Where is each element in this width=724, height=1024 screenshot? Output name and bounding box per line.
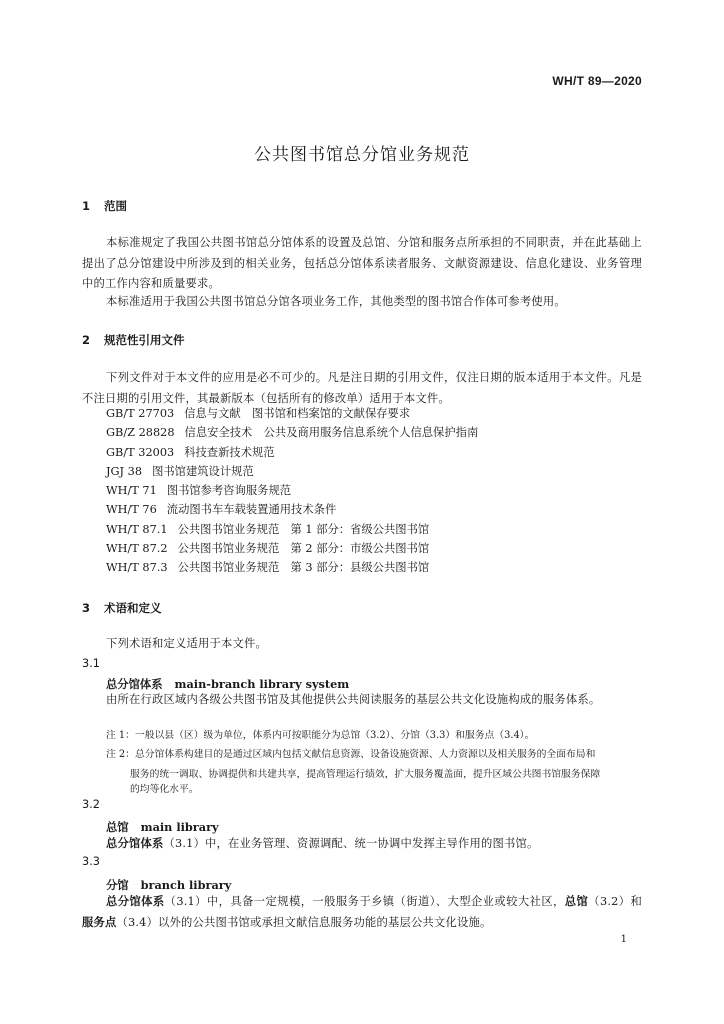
reference-code: WH/T 87.2 xyxy=(106,542,168,556)
reference-code: WH/T 76 xyxy=(106,503,157,517)
section-title: 规范性引用文件 xyxy=(104,333,185,347)
reference-title: 图书馆参考咨询服务规范 xyxy=(166,484,292,498)
reference-code: GB/T 32003 xyxy=(106,445,175,459)
term-en: main library xyxy=(140,820,219,834)
reference-title: 公共图书馆业务规范 第 2 部分：市级公共图书馆 xyxy=(177,542,430,556)
reference-item xyxy=(106,404,626,423)
term-reference: 总馆 xyxy=(564,895,589,908)
term-en: branch library xyxy=(140,878,232,892)
term-number: 3.1 xyxy=(82,657,100,670)
reference-item xyxy=(106,462,626,481)
term-definition: 由所在行政区域内各级公共图书馆及其他提供公共阅读服务的基层公共文化设施构成的服务体系。 xyxy=(106,693,601,706)
reference-title: 流动图书车车载装置通用技术条件 xyxy=(166,503,337,517)
reference-title: 信息与文献 图书馆和档案馆的文献保存要求 xyxy=(184,407,411,420)
reference-code: JGJ 38 xyxy=(106,464,143,478)
reference-title: 图书馆建筑设计规范 xyxy=(152,464,254,478)
section-1-heading xyxy=(82,198,127,214)
reference-title: 信息安全技术 公共及商用服务信息系统个人信息保护指南 xyxy=(184,426,479,440)
scope-paragraph-1: 本标准规定了我国公共图书馆总分馆体系的设置及总馆、分馆和服务点所承担的不同职责，并在此基础上提出了总分馆建设中所涉及到的相关业务，包括总分馆体系读者服务、文献资源建设、信息化建设、业务管理中的工作内容和质量要求。 xyxy=(82,236,642,290)
definition-text: （3.1）中，在业务管理、资源调配、统一协调中发挥主导作用的图书馆。 xyxy=(163,837,539,850)
section-title: 范围 xyxy=(104,199,127,213)
term-definition xyxy=(82,834,642,855)
section-2-heading xyxy=(82,332,185,348)
note-2-continuation: 服务的统一调取、协调提供和共建共享，提高管理运行绩效，扩大服务覆盖面，提升区域公共图书馆服务保障 xyxy=(130,769,601,780)
term-entry xyxy=(106,819,219,835)
standard-code: WH/T 89—2020 xyxy=(552,74,642,88)
reference-title: 公共图书馆业务规范 第 1 部分：省级公共图书馆 xyxy=(177,522,430,536)
reference-code: GB/Z 28828 xyxy=(106,426,175,440)
definition-text: （3.1）中，具备一定规模，一般服务于乡镇（街道）、大型企业或较大社区， xyxy=(164,895,565,908)
reference-code: WH/T 87.3 xyxy=(106,561,168,575)
term-en: main-branch library system xyxy=(174,677,350,691)
page-number: 1 xyxy=(620,934,627,945)
reference-item xyxy=(106,539,626,558)
term-zh: 分馆 xyxy=(106,879,129,892)
reference-code: WH/T 87.1 xyxy=(106,522,168,536)
terms-intro: 下列术语和定义适用于本文件。 xyxy=(106,637,267,650)
reference-title: 公共图书馆业务规范 第 3 部分：县级公共图书馆 xyxy=(177,561,430,575)
note-2 xyxy=(106,745,642,765)
section-title: 术语和定义 xyxy=(104,601,162,615)
document-title: 公共图书馆总分馆业务规范 xyxy=(254,145,470,165)
reference-item xyxy=(106,481,626,500)
term-entry xyxy=(106,877,231,893)
reference-title: 科技查新技术规范 xyxy=(184,445,275,459)
reference-item xyxy=(106,423,626,442)
note-label: 注 1： xyxy=(106,730,135,741)
note-1 xyxy=(106,726,642,746)
reference-item xyxy=(106,500,626,519)
term-zh: 总分馆体系 xyxy=(106,678,163,691)
reference-item xyxy=(106,443,626,462)
note-text: 一般以县（区）级为单位，体系内可按职能分为总馆（3.2）、分馆（3.3）和服务点（3.4）。 xyxy=(134,730,535,741)
reference-item xyxy=(106,520,626,539)
reference-list xyxy=(106,404,626,578)
term-number: 3.2 xyxy=(82,798,100,811)
term-zh: 总馆 xyxy=(106,821,129,834)
definition-text: （3.4）以外的公共图书馆或承担文献信息服务功能的基层公共文化设施。 xyxy=(116,915,492,929)
scope-paragraph-2: 本标准适用于我国公共图书馆总分馆各项业务工作，其他类型的图书馆合作体可参考使用。 xyxy=(106,295,566,308)
section-number: 3 xyxy=(82,601,91,615)
note-label: 注 2： xyxy=(106,749,135,760)
term-reference: 服务点 xyxy=(82,915,117,929)
note-text: 总分馆体系构建目的是通过区域内包括文献信息资源、设备设施资源、人力资源以及相关服务的全面布局和 xyxy=(134,749,596,760)
section-3-heading xyxy=(82,600,162,616)
section-number: 1 xyxy=(82,199,91,213)
reference-item xyxy=(106,558,626,577)
normative-references-intro: 下列文件对于本文件的应用是必不可少的。凡是注日期的引用文件，仅注日期的版本适用于本文件。凡是不注日期的引用文件，其最新版本（包括所有的修改单）适用于本文件。 xyxy=(82,371,642,405)
note-2-continuation: 的均等化水平。 xyxy=(130,784,199,795)
term-reference: 总分馆体系 xyxy=(106,837,164,850)
term-number: 3.3 xyxy=(82,855,100,868)
term-reference: 总分馆体系 xyxy=(106,895,165,908)
term-definition xyxy=(82,892,642,933)
section-number: 2 xyxy=(82,333,91,347)
definition-text: （3.2）和 xyxy=(588,895,642,908)
reference-code: GB/T 27703 xyxy=(106,407,175,420)
reference-code: WH/T 71 xyxy=(106,484,157,498)
